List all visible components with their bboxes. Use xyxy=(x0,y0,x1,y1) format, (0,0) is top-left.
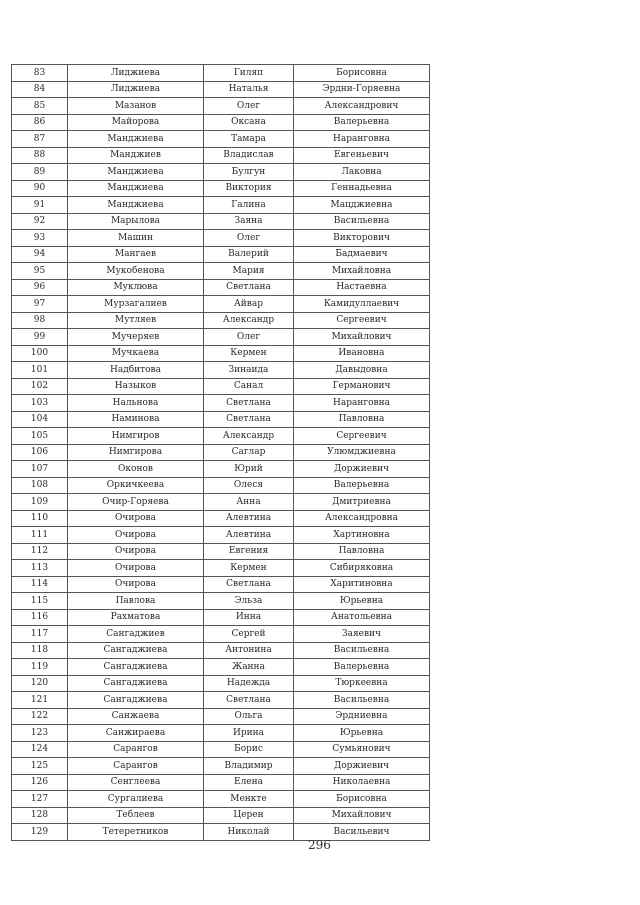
last-name-cell: Машин xyxy=(68,230,204,247)
table-row xyxy=(12,279,430,296)
last-name-cell: Наминова xyxy=(68,411,204,428)
patronymic-cell: Павловна xyxy=(294,411,430,428)
first-name-cell: Ирина xyxy=(204,725,294,742)
patronymic-cell: Валерьевна xyxy=(294,114,430,131)
row-number-cell: 111 xyxy=(12,527,68,544)
row-number-cell: 105 xyxy=(12,428,68,445)
patronymic-cell: Васильевна xyxy=(294,642,430,659)
first-name-cell: Светлана xyxy=(204,692,294,709)
row-number-cell: 129 xyxy=(12,824,68,841)
table-row xyxy=(12,824,430,841)
row-number-cell: 102 xyxy=(12,378,68,395)
table-row xyxy=(12,626,430,643)
first-name-cell: Алевтина xyxy=(204,527,294,544)
first-name-cell: Светлана xyxy=(204,411,294,428)
row-number-cell: 122 xyxy=(12,708,68,725)
last-name-cell: Мутляев xyxy=(68,312,204,329)
row-number-cell: 104 xyxy=(12,411,68,428)
last-name-cell: Нимгиров xyxy=(68,428,204,445)
last-name-cell: Сангаджиева xyxy=(68,692,204,709)
last-name-cell: Манджиева xyxy=(68,131,204,148)
first-name-cell: Наталья xyxy=(204,81,294,98)
row-number-cell: 98 xyxy=(12,312,68,329)
table-row xyxy=(12,609,430,626)
row-number-cell: 95 xyxy=(12,263,68,280)
last-name-cell: Мучкаева xyxy=(68,345,204,362)
last-name-cell: Надбитова xyxy=(68,362,204,379)
table-row xyxy=(12,362,430,379)
patronymic-cell: Сумьянович xyxy=(294,741,430,758)
patronymic-cell: Васильевна xyxy=(294,213,430,230)
patronymic-cell: Евгеньевич xyxy=(294,147,430,164)
last-name-cell: Манджиева xyxy=(68,180,204,197)
table-row xyxy=(12,725,430,742)
row-number-cell: 113 xyxy=(12,560,68,577)
last-name-cell: Нальнова xyxy=(68,395,204,412)
row-number-cell: 124 xyxy=(12,741,68,758)
row-number-cell: 100 xyxy=(12,345,68,362)
row-number-cell: 103 xyxy=(12,395,68,412)
patronymic-cell: Эрдни-Горяевна xyxy=(294,81,430,98)
table-row xyxy=(12,560,430,577)
last-name-cell: Мурзагалиев xyxy=(68,296,204,313)
table-row xyxy=(12,164,430,181)
first-name-cell: Николай xyxy=(204,824,294,841)
patronymic-cell: Михайлович xyxy=(294,329,430,346)
last-name-cell: Сарангов xyxy=(68,741,204,758)
row-number-cell: 89 xyxy=(12,164,68,181)
table-row xyxy=(12,131,430,148)
row-number-cell: 99 xyxy=(12,329,68,346)
table-row xyxy=(12,411,430,428)
first-name-cell: Светлана xyxy=(204,279,294,296)
patronymic-cell: Анатольевна xyxy=(294,609,430,626)
first-name-cell: Айвар xyxy=(204,296,294,313)
patronymic-cell: Юрьевна xyxy=(294,593,430,610)
row-number-cell: 107 xyxy=(12,461,68,478)
patronymic-cell: Ивановна xyxy=(294,345,430,362)
first-name-cell: Тамара xyxy=(204,131,294,148)
patronymic-cell: Юрьевна xyxy=(294,725,430,742)
table-row xyxy=(12,659,430,676)
names-table-body xyxy=(12,65,430,841)
patronymic-cell: Викторович xyxy=(294,230,430,247)
first-name-cell: Ольга xyxy=(204,708,294,725)
patronymic-cell: Заяевич xyxy=(294,626,430,643)
first-name-cell: Заяна xyxy=(204,213,294,230)
table-row xyxy=(12,791,430,808)
table-row xyxy=(12,543,430,560)
last-name-cell: Манджиева xyxy=(68,197,204,214)
patronymic-cell: Германович xyxy=(294,378,430,395)
patronymic-cell: Николаевна xyxy=(294,774,430,791)
patronymic-cell: Васильевич xyxy=(294,824,430,841)
table-row xyxy=(12,296,430,313)
first-name-cell: Евгения xyxy=(204,543,294,560)
row-number-cell: 84 xyxy=(12,81,68,98)
last-name-cell: Манджиева xyxy=(68,164,204,181)
first-name-cell: Олег xyxy=(204,329,294,346)
patronymic-cell: Харитиновна xyxy=(294,576,430,593)
table-row xyxy=(12,378,430,395)
patronymic-cell: Борисовна xyxy=(294,65,430,82)
last-name-cell: Очирова xyxy=(68,576,204,593)
table-row xyxy=(12,329,430,346)
row-number-cell: 92 xyxy=(12,213,68,230)
first-name-cell: Оксана xyxy=(204,114,294,131)
first-name-cell: Анна xyxy=(204,494,294,511)
first-name-cell: Борис xyxy=(204,741,294,758)
first-name-cell: Галина xyxy=(204,197,294,214)
table-row xyxy=(12,593,430,610)
patronymic-cell: Дмитриевна xyxy=(294,494,430,511)
last-name-cell: Очирова xyxy=(68,560,204,577)
patronymic-cell: Тюркеевна xyxy=(294,675,430,692)
row-number-cell: 91 xyxy=(12,197,68,214)
first-name-cell: Светлана xyxy=(204,576,294,593)
table-row xyxy=(12,807,430,824)
table-row xyxy=(12,708,430,725)
first-name-cell: Светлана xyxy=(204,395,294,412)
row-number-cell: 97 xyxy=(12,296,68,313)
names-table xyxy=(11,64,430,841)
row-number-cell: 121 xyxy=(12,692,68,709)
table-row xyxy=(12,263,430,280)
row-number-cell: 83 xyxy=(12,65,68,82)
first-name-cell: Кермен xyxy=(204,560,294,577)
row-number-cell: 114 xyxy=(12,576,68,593)
first-name-cell: Санал xyxy=(204,378,294,395)
patronymic-cell: Сибиряковна xyxy=(294,560,430,577)
last-name-cell: Нимгирова xyxy=(68,444,204,461)
row-number-cell: 117 xyxy=(12,626,68,643)
row-number-cell: 108 xyxy=(12,477,68,494)
row-number-cell: 118 xyxy=(12,642,68,659)
patronymic-cell: Доржиевич xyxy=(294,461,430,478)
row-number-cell: 115 xyxy=(12,593,68,610)
patronymic-cell: Лаковна xyxy=(294,164,430,181)
patronymic-cell: Мацджиевна xyxy=(294,197,430,214)
last-name-cell: Очирова xyxy=(68,543,204,560)
table-row xyxy=(12,312,430,329)
patronymic-cell: Давыдовна xyxy=(294,362,430,379)
first-name-cell: Менкте xyxy=(204,791,294,808)
last-name-cell: Лиджиева xyxy=(68,81,204,98)
patronymic-cell: Наранговна xyxy=(294,131,430,148)
first-name-cell: Олег xyxy=(204,98,294,115)
table-row xyxy=(12,114,430,131)
row-number-cell: 116 xyxy=(12,609,68,626)
patronymic-cell: Сергеевич xyxy=(294,312,430,329)
last-name-cell: Мукобенова xyxy=(68,263,204,280)
first-name-cell: Кермен xyxy=(204,345,294,362)
patronymic-cell: Геннадьевна xyxy=(294,180,430,197)
table-row xyxy=(12,98,430,115)
first-name-cell: Булгун xyxy=(204,164,294,181)
last-name-cell: Мазанов xyxy=(68,98,204,115)
first-name-cell: Олеся xyxy=(204,477,294,494)
table-row xyxy=(12,395,430,412)
table-row xyxy=(12,197,430,214)
row-number-cell: 94 xyxy=(12,246,68,263)
row-number-cell: 101 xyxy=(12,362,68,379)
patronymic-cell: Александрович xyxy=(294,98,430,115)
table-row xyxy=(12,246,430,263)
first-name-cell: Саглар xyxy=(204,444,294,461)
table-row xyxy=(12,444,430,461)
row-number-cell: 125 xyxy=(12,758,68,775)
last-name-cell: Сангаджиева xyxy=(68,659,204,676)
last-name-cell: Сангаджиев xyxy=(68,626,204,643)
first-name-cell: Зинаида xyxy=(204,362,294,379)
last-name-cell: Сарангов xyxy=(68,758,204,775)
table-row xyxy=(12,527,430,544)
last-name-cell: Сангаджиева xyxy=(68,675,204,692)
table-row xyxy=(12,692,430,709)
row-number-cell: 126 xyxy=(12,774,68,791)
last-name-cell: Манджиев xyxy=(68,147,204,164)
table-row xyxy=(12,65,430,82)
patronymic-cell: Александровна xyxy=(294,510,430,527)
first-name-cell: Жанна xyxy=(204,659,294,676)
last-name-cell: Очирова xyxy=(68,510,204,527)
patronymic-cell: Сергеевич xyxy=(294,428,430,445)
row-number-cell: 119 xyxy=(12,659,68,676)
last-name-cell: Павлова xyxy=(68,593,204,610)
patronymic-cell: Улюмджиевна xyxy=(294,444,430,461)
last-name-cell: Рахматова xyxy=(68,609,204,626)
last-name-cell: Санжираева xyxy=(68,725,204,742)
first-name-cell: Владимир xyxy=(204,758,294,775)
first-name-cell: Гиляп xyxy=(204,65,294,82)
patronymic-cell: Васильевна xyxy=(294,692,430,709)
first-name-cell: Мария xyxy=(204,263,294,280)
table-row xyxy=(12,758,430,775)
last-name-cell: Лиджиева xyxy=(68,65,204,82)
patronymic-cell: Камидуллаевич xyxy=(294,296,430,313)
table-row xyxy=(12,642,430,659)
table-row xyxy=(12,147,430,164)
row-number-cell: 85 xyxy=(12,98,68,115)
first-name-cell: Сергей xyxy=(204,626,294,643)
patronymic-cell: Валерьевна xyxy=(294,477,430,494)
row-number-cell: 96 xyxy=(12,279,68,296)
last-name-cell: Мангаев xyxy=(68,246,204,263)
table-row xyxy=(12,576,430,593)
first-name-cell: Юрий xyxy=(204,461,294,478)
first-name-cell: Антонина xyxy=(204,642,294,659)
table-row xyxy=(12,461,430,478)
patronymic-cell: Хартиновна xyxy=(294,527,430,544)
last-name-cell: Назыков xyxy=(68,378,204,395)
first-name-cell: Олег xyxy=(204,230,294,247)
row-number-cell: 109 xyxy=(12,494,68,511)
table-row xyxy=(12,213,430,230)
last-name-cell: Теблеев xyxy=(68,807,204,824)
table-row xyxy=(12,675,430,692)
row-number-cell: 106 xyxy=(12,444,68,461)
last-name-cell: Муклюва xyxy=(68,279,204,296)
first-name-cell: Александр xyxy=(204,312,294,329)
last-name-cell: Тетеретников xyxy=(68,824,204,841)
row-number-cell: 93 xyxy=(12,230,68,247)
patronymic-cell: Михайлович xyxy=(294,807,430,824)
patronymic-cell: Настаевна xyxy=(294,279,430,296)
table-row xyxy=(12,741,430,758)
patronymic-cell: Михайловна xyxy=(294,263,430,280)
first-name-cell: Валерий xyxy=(204,246,294,263)
row-number-cell: 90 xyxy=(12,180,68,197)
row-number-cell: 88 xyxy=(12,147,68,164)
row-number-cell: 127 xyxy=(12,791,68,808)
first-name-cell: Инна xyxy=(204,609,294,626)
table-row xyxy=(12,81,430,98)
first-name-cell: Владислав xyxy=(204,147,294,164)
table-row xyxy=(12,180,430,197)
row-number-cell: 110 xyxy=(12,510,68,527)
last-name-cell: Очирова xyxy=(68,527,204,544)
table-row xyxy=(12,494,430,511)
row-number-cell: 128 xyxy=(12,807,68,824)
patronymic-cell: Эрдниевна xyxy=(294,708,430,725)
patronymic-cell: Борисовна xyxy=(294,791,430,808)
last-name-cell: Майорова xyxy=(68,114,204,131)
first-name-cell: Александр xyxy=(204,428,294,445)
row-number-cell: 87 xyxy=(12,131,68,148)
row-number-cell: 123 xyxy=(12,725,68,742)
last-name-cell: Мучеряев xyxy=(68,329,204,346)
row-number-cell: 86 xyxy=(12,114,68,131)
last-name-cell: Сенглеева xyxy=(68,774,204,791)
table-row xyxy=(12,428,430,445)
table-row xyxy=(12,510,430,527)
table-row xyxy=(12,345,430,362)
row-number-cell: 112 xyxy=(12,543,68,560)
last-name-cell: Оконов xyxy=(68,461,204,478)
table-row xyxy=(12,477,430,494)
first-name-cell: Виктория xyxy=(204,180,294,197)
first-name-cell: Церен xyxy=(204,807,294,824)
patronymic-cell: Павловна xyxy=(294,543,430,560)
first-name-cell: Алевтина xyxy=(204,510,294,527)
last-name-cell: Санжаева xyxy=(68,708,204,725)
patronymic-cell: Доржиевич xyxy=(294,758,430,775)
page-number: 296 xyxy=(308,838,331,852)
last-name-cell: Сангаджиева xyxy=(68,642,204,659)
table-row xyxy=(12,230,430,247)
last-name-cell: Сургалиева xyxy=(68,791,204,808)
first-name-cell: Эльза xyxy=(204,593,294,610)
patronymic-cell: Наранговна xyxy=(294,395,430,412)
last-name-cell: Оркичкеева xyxy=(68,477,204,494)
last-name-cell: Марылова xyxy=(68,213,204,230)
patronymic-cell: Бадмаевич xyxy=(294,246,430,263)
patronymic-cell: Валерьевна xyxy=(294,659,430,676)
first-name-cell: Елена xyxy=(204,774,294,791)
row-number-cell: 120 xyxy=(12,675,68,692)
last-name-cell: Очир-Горяева xyxy=(68,494,204,511)
first-name-cell: Надежда xyxy=(204,675,294,692)
table-row xyxy=(12,774,430,791)
